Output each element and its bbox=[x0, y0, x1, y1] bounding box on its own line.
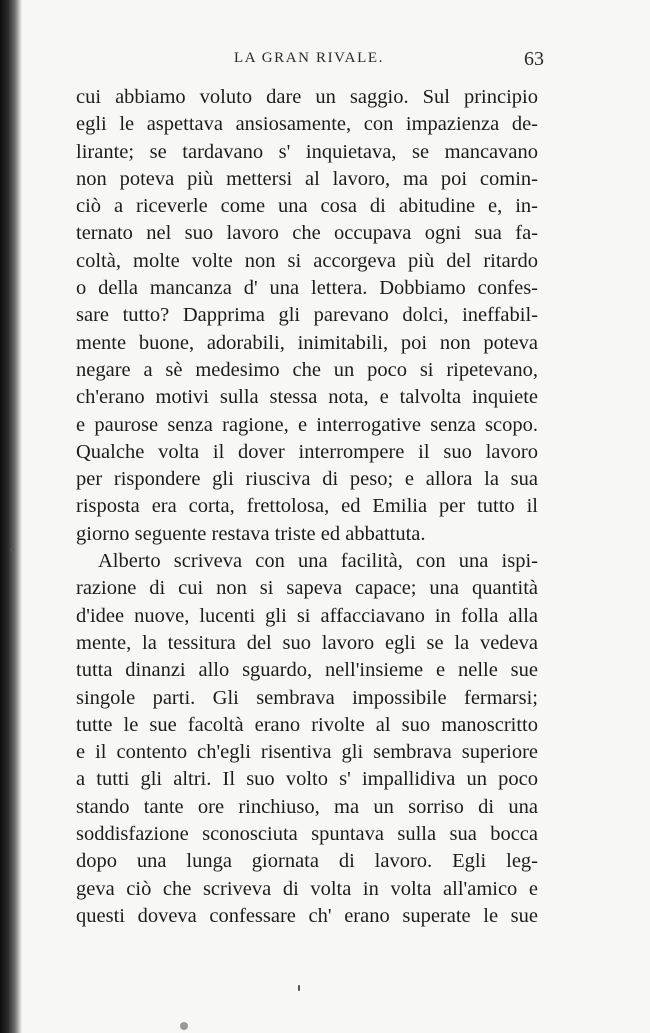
text-line: mente buone, adorabili, inimitabili, poi non poteva bbox=[76, 331, 538, 354]
text-line: negare a sè medesimo che un poco si ripetevano, bbox=[76, 358, 538, 381]
text-line: cui abbiamo voluto dare un saggio. Sul principio bbox=[76, 86, 538, 108]
text-line: o della mancanza d' una lettera. Dobbiamo confes- bbox=[76, 277, 538, 300]
paragraph-1 bbox=[76, 84, 538, 548]
text-line: d'idee nuove, lucenti gli si affacciavano in folla alla bbox=[76, 604, 538, 627]
ink-speck bbox=[180, 1022, 188, 1030]
text-line: questi doveva confessare ch' erano superate le sue bbox=[76, 904, 538, 927]
text-line: ciò a riceverle come una cosa di abitudine e, in- bbox=[76, 195, 538, 218]
text-line: sare tutto? Dapprima gli parevano dolci, ineffabil- bbox=[76, 304, 538, 327]
text-line: egli le aspettava ansiosamente, con impazienza de- bbox=[76, 113, 538, 136]
text-line: geva ciò che scriveva di volta in volta all'amico e bbox=[76, 877, 538, 900]
text-line: razione di cui non si sapeva capace; una quantità bbox=[76, 577, 538, 600]
binding-shadow bbox=[0, 0, 22, 1033]
text-line: e paurose senza ragione, e interrogative senza scopo. bbox=[76, 413, 538, 436]
text-line: tutta dinanzi allo sguardo, nell'insieme e nelle sue bbox=[76, 659, 538, 682]
running-head bbox=[74, 48, 544, 74]
paragraph-2 bbox=[76, 548, 538, 930]
text-line: mente, la tessitura del suo lavoro egli se la vedeva bbox=[76, 631, 538, 654]
text-line: coltà, molte volte non si accorgeva più del ritardo bbox=[76, 249, 538, 272]
text-line: a tutti gli altri. Il suo volto s' impallidiva un poco bbox=[76, 768, 538, 791]
text-line: ch'erano motivi sulla stessa nota, e talvolta inquiete bbox=[76, 386, 538, 409]
text-line: dopo una lunga giornata di lavoro. Egli leg- bbox=[76, 850, 538, 873]
text-line: stando tante ore rinchiuso, ma un sorriso di una bbox=[76, 795, 538, 818]
ink-speck bbox=[298, 985, 300, 991]
text-line: non poteva più mettersi al lavoro, ma poi comin- bbox=[76, 167, 538, 190]
text-line: soddisfazione sconosciuta spuntava sulla sua bocca bbox=[76, 823, 538, 846]
body-text bbox=[76, 84, 538, 930]
text-line: e il contento ch'egli risentiva gli sembrava superiore bbox=[76, 741, 538, 764]
text-line: tutte le sue facoltà erano rivolte al suo manoscritto bbox=[76, 713, 538, 736]
text-line: Alberto scriveva con una facilità, con una ispi- bbox=[98, 550, 538, 573]
text-line: lirante; se tardavano s' inquietava, se mancavano bbox=[76, 140, 538, 163]
text-line: ternato nel suo lavoro che occupava ogni sua fa- bbox=[76, 222, 538, 245]
running-title: LA GRAN RIVALE. bbox=[234, 50, 384, 66]
page-number: 63 bbox=[524, 48, 544, 70]
text-line: giorno seguente restava triste ed abbattuta. bbox=[76, 522, 426, 545]
text-line: per rispondere gli riusciva di peso; e allora la sua bbox=[76, 468, 538, 491]
text-line: singole parti. Gli sembrava impossibile fermarsi; bbox=[76, 686, 538, 709]
text-line: Qualche volta il dover interrompere il suo lavoro bbox=[76, 440, 538, 463]
ink-speck bbox=[10, 548, 14, 552]
text-line: risposta era corta, frettolosa, ed Emilia per tutto il bbox=[76, 495, 538, 518]
